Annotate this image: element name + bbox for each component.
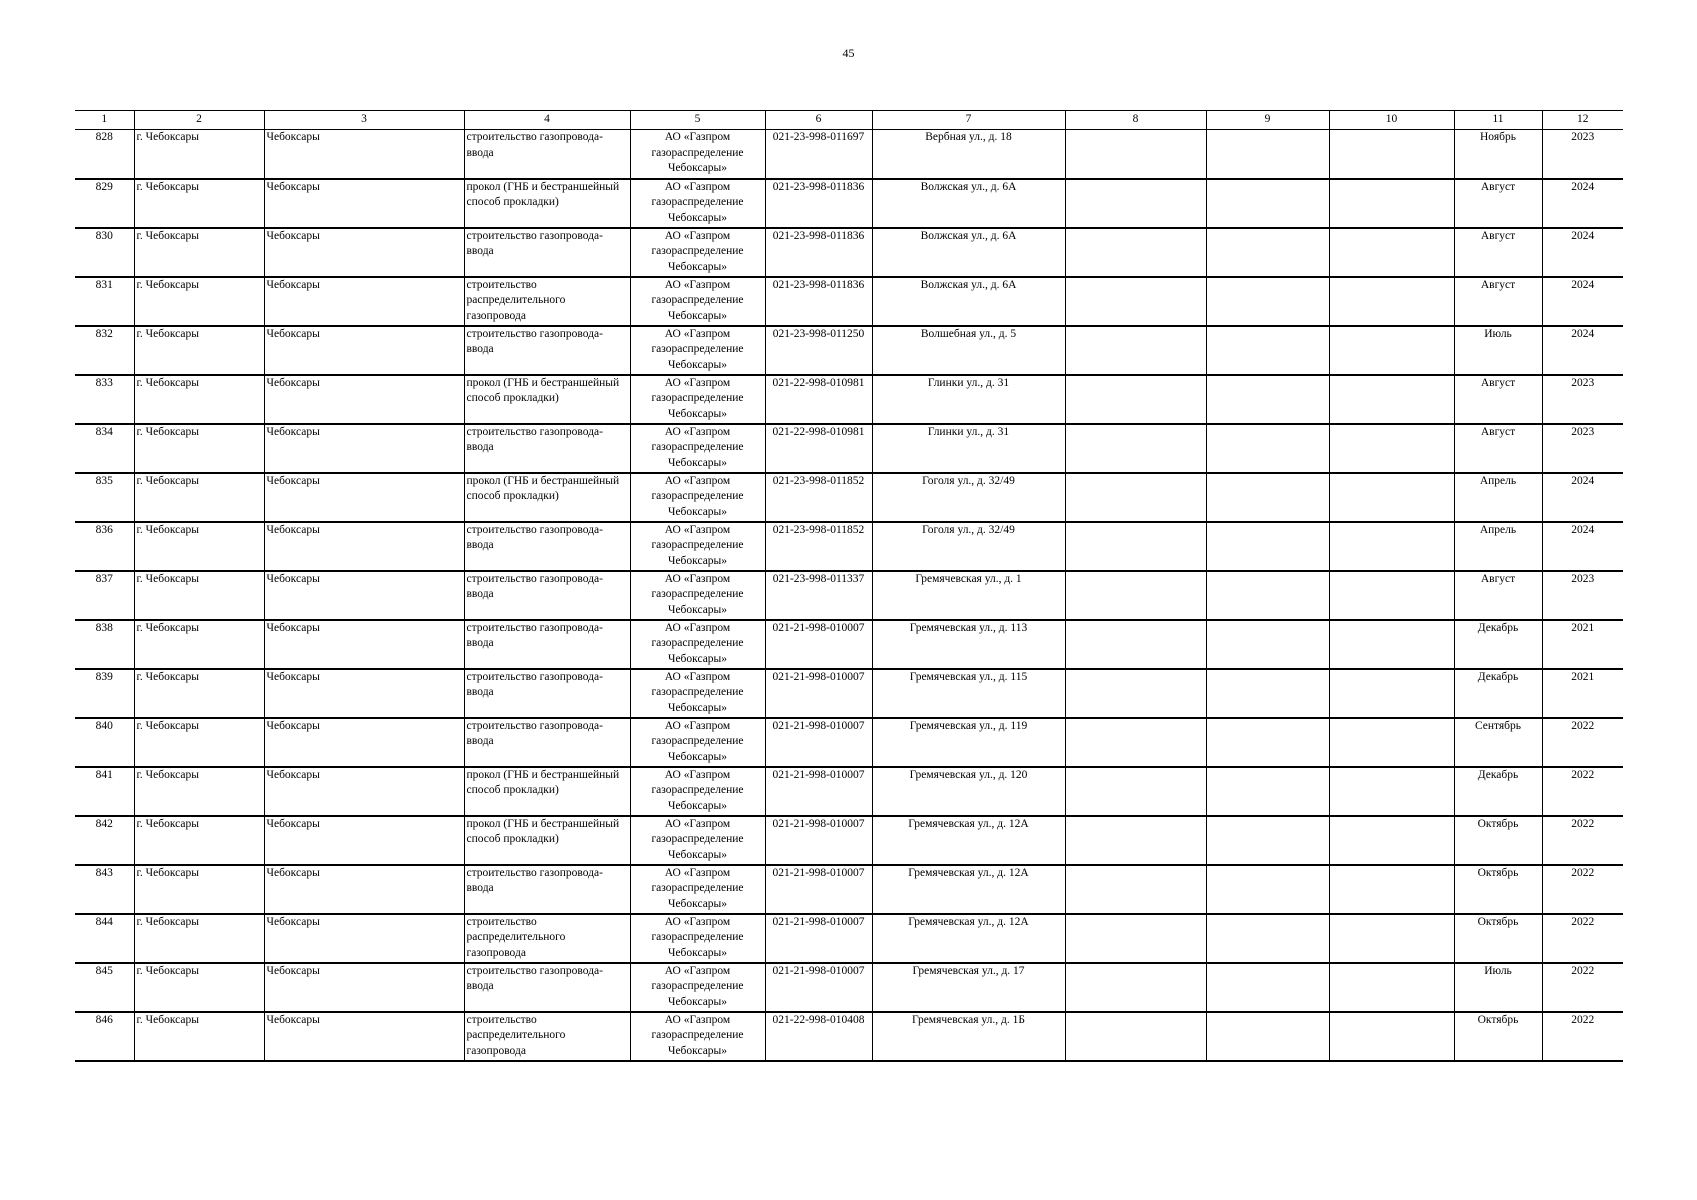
cell-year: 2021 <box>1542 669 1623 718</box>
cell-settlement: Чебоксары <box>264 767 464 816</box>
cell-settlement: Чебоксары <box>264 816 464 865</box>
cell-municipality: г. Чебоксары <box>134 473 264 522</box>
cell-settlement: Чебоксары <box>264 522 464 571</box>
cell-settlement: Чебоксары <box>264 620 464 669</box>
cell-column-9 <box>1206 767 1329 816</box>
cell-municipality: г. Чебоксары <box>134 277 264 326</box>
cell-row-number: 844 <box>75 914 134 963</box>
cell-column-8 <box>1065 620 1206 669</box>
cell-month: Сентябрь <box>1454 718 1542 767</box>
cell-row-number: 837 <box>75 571 134 620</box>
cell-work-type: строительство газопровода-ввода <box>464 424 630 473</box>
cell-year: 2024 <box>1542 179 1623 228</box>
cell-column-8 <box>1065 277 1206 326</box>
cell-address: Гремячевская ул., д. 1 <box>872 571 1065 620</box>
cell-municipality: г. Чебоксары <box>134 865 264 914</box>
table-row <box>75 1012 1623 1061</box>
cell-column-10 <box>1329 179 1454 228</box>
cell-month: Декабрь <box>1454 669 1542 718</box>
cell-registry-number: 021-21-998-010007 <box>765 865 872 914</box>
cell-column-9 <box>1206 718 1329 767</box>
table-row <box>75 473 1623 522</box>
cell-column-9 <box>1206 963 1329 1012</box>
cell-address: Гремячевская ул., д. 12А <box>872 914 1065 963</box>
cell-address: Волжская ул., д. 6А <box>872 277 1065 326</box>
cell-column-9 <box>1206 816 1329 865</box>
cell-registry-number: 021-23-998-011697 <box>765 130 872 179</box>
cell-organization: АО «Газпром газораспределение Чебоксары» <box>630 277 765 326</box>
column-header-9: 9 <box>1206 111 1329 130</box>
cell-municipality: г. Чебоксары <box>134 963 264 1012</box>
cell-column-10 <box>1329 865 1454 914</box>
cell-year: 2022 <box>1542 865 1623 914</box>
cell-column-10 <box>1329 326 1454 375</box>
cell-registry-number: 021-22-998-010408 <box>765 1012 872 1061</box>
table-row <box>75 767 1623 816</box>
table-row <box>75 130 1623 179</box>
cell-work-type: строительство газопровода-ввода <box>464 522 630 571</box>
cell-organization: АО «Газпром газораспределение Чебоксары» <box>630 669 765 718</box>
cell-month: Август <box>1454 424 1542 473</box>
cell-column-8 <box>1065 522 1206 571</box>
cell-year: 2023 <box>1542 375 1623 424</box>
cell-column-10 <box>1329 816 1454 865</box>
table-row <box>75 914 1623 963</box>
cell-column-9 <box>1206 228 1329 277</box>
cell-work-type: строительство газопровода-ввода <box>464 669 630 718</box>
cell-address: Волжская ул., д. 6А <box>872 179 1065 228</box>
cell-year: 2024 <box>1542 522 1623 571</box>
cell-row-number: 833 <box>75 375 134 424</box>
cell-settlement: Чебоксары <box>264 669 464 718</box>
cell-settlement: Чебоксары <box>264 326 464 375</box>
table-row <box>75 571 1623 620</box>
cell-settlement: Чебоксары <box>264 718 464 767</box>
cell-row-number: 841 <box>75 767 134 816</box>
page-number: 45 <box>842 46 855 60</box>
cell-column-9 <box>1206 179 1329 228</box>
cell-column-10 <box>1329 1012 1454 1061</box>
cell-work-type: строительство газопровода-ввода <box>464 130 630 179</box>
cell-registry-number: 021-23-998-011250 <box>765 326 872 375</box>
cell-settlement: Чебоксары <box>264 130 464 179</box>
cell-year: 2022 <box>1542 816 1623 865</box>
cell-year: 2024 <box>1542 277 1623 326</box>
column-number-row <box>75 111 1623 130</box>
cell-month: Апрель <box>1454 522 1542 571</box>
cell-month: Октябрь <box>1454 816 1542 865</box>
cell-address: Глинки ул., д. 31 <box>872 375 1065 424</box>
cell-column-9 <box>1206 473 1329 522</box>
cell-address: Гремячевская ул., д. 17 <box>872 963 1065 1012</box>
cell-column-10 <box>1329 473 1454 522</box>
cell-municipality: г. Чебоксары <box>134 179 264 228</box>
table-row <box>75 865 1623 914</box>
cell-column-8 <box>1065 179 1206 228</box>
cell-work-type: строительство распределительного газопровода <box>464 914 630 963</box>
table-row <box>75 424 1623 473</box>
cell-column-8 <box>1065 571 1206 620</box>
cell-column-10 <box>1329 914 1454 963</box>
cell-address: Вербная ул., д. 18 <box>872 130 1065 179</box>
cell-registry-number: 021-22-998-010981 <box>765 375 872 424</box>
cell-year: 2022 <box>1542 1012 1623 1061</box>
table-row <box>75 963 1623 1012</box>
cell-column-10 <box>1329 424 1454 473</box>
cell-municipality: г. Чебоксары <box>134 718 264 767</box>
cell-registry-number: 021-23-998-011852 <box>765 473 872 522</box>
cell-column-9 <box>1206 865 1329 914</box>
cell-municipality: г. Чебоксары <box>134 522 264 571</box>
cell-settlement: Чебоксары <box>264 963 464 1012</box>
cell-row-number: 828 <box>75 130 134 179</box>
cell-row-number: 843 <box>75 865 134 914</box>
cell-registry-number: 021-21-998-010007 <box>765 718 872 767</box>
cell-registry-number: 021-23-998-011836 <box>765 228 872 277</box>
cell-municipality: г. Чебоксары <box>134 816 264 865</box>
cell-registry-number: 021-23-998-011337 <box>765 571 872 620</box>
cell-work-type: строительство газопровода-ввода <box>464 571 630 620</box>
cell-organization: АО «Газпром газораспределение Чебоксары» <box>630 620 765 669</box>
cell-column-8 <box>1065 130 1206 179</box>
cell-year: 2023 <box>1542 130 1623 179</box>
column-header-2: 2 <box>134 111 264 130</box>
table-row <box>75 522 1623 571</box>
column-header-10: 10 <box>1329 111 1454 130</box>
cell-address: Гремячевская ул., д. 115 <box>872 669 1065 718</box>
cell-month: Август <box>1454 228 1542 277</box>
cell-year: 2023 <box>1542 571 1623 620</box>
cell-work-type: строительство газопровода-ввода <box>464 326 630 375</box>
table-row <box>75 718 1623 767</box>
cell-year: 2024 <box>1542 228 1623 277</box>
cell-column-8 <box>1065 228 1206 277</box>
cell-column-8 <box>1065 326 1206 375</box>
cell-settlement: Чебоксары <box>264 473 464 522</box>
cell-column-10 <box>1329 228 1454 277</box>
table-row <box>75 228 1623 277</box>
cell-column-9 <box>1206 130 1329 179</box>
cell-column-10 <box>1329 277 1454 326</box>
table-row <box>75 375 1623 424</box>
table-row <box>75 816 1623 865</box>
cell-organization: АО «Газпром газораспределение Чебоксары» <box>630 375 765 424</box>
cell-registry-number: 021-21-998-010007 <box>765 914 872 963</box>
cell-month: Октябрь <box>1454 865 1542 914</box>
cell-column-9 <box>1206 571 1329 620</box>
cell-row-number: 846 <box>75 1012 134 1061</box>
cell-column-9 <box>1206 1012 1329 1061</box>
cell-municipality: г. Чебоксары <box>134 620 264 669</box>
cell-municipality: г. Чебоксары <box>134 1012 264 1061</box>
cell-address: Гремячевская ул., д. 119 <box>872 718 1065 767</box>
cell-column-8 <box>1065 914 1206 963</box>
cell-registry-number: 021-21-998-010007 <box>765 767 872 816</box>
cell-work-type: прокол (ГНБ и бестраншейный способ прокладки) <box>464 375 630 424</box>
cell-address: Гремячевская ул., д. 1Б <box>872 1012 1065 1061</box>
cell-organization: АО «Газпром газораспределение Чебоксары» <box>630 865 765 914</box>
cell-organization: АО «Газпром газораспределение Чебоксары» <box>630 130 765 179</box>
cell-organization: АО «Газпром газораспределение Чебоксары» <box>630 963 765 1012</box>
cell-year: 2024 <box>1542 326 1623 375</box>
cell-month: Ноябрь <box>1454 130 1542 179</box>
cell-settlement: Чебоксары <box>264 424 464 473</box>
cell-column-8 <box>1065 816 1206 865</box>
cell-column-9 <box>1206 522 1329 571</box>
cell-row-number: 839 <box>75 669 134 718</box>
cell-column-9 <box>1206 277 1329 326</box>
cell-organization: АО «Газпром газораспределение Чебоксары» <box>630 179 765 228</box>
table-row <box>75 179 1623 228</box>
cell-municipality: г. Чебоксары <box>134 326 264 375</box>
cell-registry-number: 021-21-998-010007 <box>765 620 872 669</box>
cell-organization: АО «Газпром газораспределение Чебоксары» <box>630 718 765 767</box>
cell-column-9 <box>1206 424 1329 473</box>
cell-work-type: строительство газопровода-ввода <box>464 620 630 669</box>
cell-column-10 <box>1329 620 1454 669</box>
cell-column-8 <box>1065 669 1206 718</box>
cell-organization: АО «Газпром газораспределение Чебоксары» <box>630 326 765 375</box>
cell-month: Август <box>1454 277 1542 326</box>
cell-registry-number: 021-21-998-010007 <box>765 816 872 865</box>
cell-address: Гоголя ул., д. 32/49 <box>872 473 1065 522</box>
cell-row-number: 838 <box>75 620 134 669</box>
cell-registry-number: 021-21-998-010007 <box>765 963 872 1012</box>
cell-work-type: строительство газопровода-ввода <box>464 718 630 767</box>
cell-year: 2023 <box>1542 424 1623 473</box>
cell-row-number: 830 <box>75 228 134 277</box>
cell-settlement: Чебоксары <box>264 375 464 424</box>
column-header-12: 12 <box>1542 111 1623 130</box>
cell-month: Август <box>1454 571 1542 620</box>
cell-column-8 <box>1065 767 1206 816</box>
column-header-8: 8 <box>1065 111 1206 130</box>
cell-row-number: 834 <box>75 424 134 473</box>
cell-registry-number: 021-21-998-010007 <box>765 669 872 718</box>
cell-municipality: г. Чебоксары <box>134 571 264 620</box>
cell-column-10 <box>1329 669 1454 718</box>
cell-column-10 <box>1329 375 1454 424</box>
cell-address: Волжская ул., д. 6А <box>872 228 1065 277</box>
column-header-3: 3 <box>264 111 464 130</box>
column-header-7: 7 <box>872 111 1065 130</box>
cell-column-8 <box>1065 963 1206 1012</box>
cell-row-number: 831 <box>75 277 134 326</box>
cell-month: Июль <box>1454 326 1542 375</box>
register-table <box>75 110 1623 1062</box>
cell-organization: АО «Газпром газораспределение Чебоксары» <box>630 1012 765 1061</box>
cell-organization: АО «Газпром газораспределение Чебоксары» <box>630 228 765 277</box>
cell-month: Август <box>1454 179 1542 228</box>
table-row <box>75 277 1623 326</box>
cell-column-10 <box>1329 963 1454 1012</box>
cell-work-type: строительство газопровода-ввода <box>464 963 630 1012</box>
cell-address: Гремячевская ул., д. 120 <box>872 767 1065 816</box>
cell-work-type: строительство газопровода-ввода <box>464 228 630 277</box>
cell-row-number: 832 <box>75 326 134 375</box>
cell-settlement: Чебоксары <box>264 865 464 914</box>
cell-year: 2022 <box>1542 963 1623 1012</box>
cell-address: Гоголя ул., д. 32/49 <box>872 522 1065 571</box>
cell-column-8 <box>1065 1012 1206 1061</box>
cell-registry-number: 021-23-998-011836 <box>765 277 872 326</box>
cell-organization: АО «Газпром газораспределение Чебоксары» <box>630 914 765 963</box>
cell-address: Гремячевская ул., д. 113 <box>872 620 1065 669</box>
cell-work-type: прокол (ГНБ и бестраншейный способ прокладки) <box>464 179 630 228</box>
cell-settlement: Чебоксары <box>264 571 464 620</box>
cell-organization: АО «Газпром газораспределение Чебоксары» <box>630 571 765 620</box>
cell-month: Апрель <box>1454 473 1542 522</box>
cell-settlement: Чебоксары <box>264 277 464 326</box>
cell-column-8 <box>1065 718 1206 767</box>
cell-row-number: 840 <box>75 718 134 767</box>
cell-registry-number: 021-23-998-011852 <box>765 522 872 571</box>
cell-municipality: г. Чебоксары <box>134 375 264 424</box>
cell-year: 2022 <box>1542 718 1623 767</box>
cell-year: 2021 <box>1542 620 1623 669</box>
table-body <box>75 130 1623 1061</box>
cell-settlement: Чебоксары <box>264 179 464 228</box>
cell-address: Волшебная ул., д. 5 <box>872 326 1065 375</box>
cell-municipality: г. Чебоксары <box>134 767 264 816</box>
cell-work-type: строительство распределительного газопровода <box>464 1012 630 1061</box>
cell-address: Глинки ул., д. 31 <box>872 424 1065 473</box>
cell-row-number: 836 <box>75 522 134 571</box>
column-header-1: 1 <box>75 111 134 130</box>
cell-municipality: г. Чебоксары <box>134 424 264 473</box>
cell-settlement: Чебоксары <box>264 228 464 277</box>
cell-month: Август <box>1454 375 1542 424</box>
cell-month: Декабрь <box>1454 767 1542 816</box>
cell-column-9 <box>1206 326 1329 375</box>
cell-row-number: 842 <box>75 816 134 865</box>
table-row <box>75 669 1623 718</box>
cell-column-10 <box>1329 718 1454 767</box>
cell-column-8 <box>1065 473 1206 522</box>
cell-month: Июль <box>1454 963 1542 1012</box>
cell-municipality: г. Чебоксары <box>134 130 264 179</box>
cell-row-number: 835 <box>75 473 134 522</box>
cell-organization: АО «Газпром газораспределение Чебоксары» <box>630 816 765 865</box>
cell-column-8 <box>1065 865 1206 914</box>
column-header-5: 5 <box>630 111 765 130</box>
cell-row-number: 845 <box>75 963 134 1012</box>
cell-work-type: прокол (ГНБ и бестраншейный способ прокладки) <box>464 767 630 816</box>
cell-year: 2022 <box>1542 767 1623 816</box>
cell-municipality: г. Чебоксары <box>134 669 264 718</box>
cell-year: 2024 <box>1542 473 1623 522</box>
cell-column-10 <box>1329 767 1454 816</box>
cell-address: Гремячевская ул., д. 12А <box>872 816 1065 865</box>
cell-municipality: г. Чебоксары <box>134 914 264 963</box>
cell-registry-number: 021-22-998-010981 <box>765 424 872 473</box>
cell-column-10 <box>1329 130 1454 179</box>
cell-registry-number: 021-23-998-011836 <box>765 179 872 228</box>
cell-month: Октябрь <box>1454 1012 1542 1061</box>
cell-organization: АО «Газпром газораспределение Чебоксары» <box>630 522 765 571</box>
table-row <box>75 620 1623 669</box>
column-header-6: 6 <box>765 111 872 130</box>
cell-work-type: строительство газопровода-ввода <box>464 865 630 914</box>
cell-organization: АО «Газпром газораспределение Чебоксары» <box>630 473 765 522</box>
cell-settlement: Чебоксары <box>264 1012 464 1061</box>
cell-settlement: Чебоксары <box>264 914 464 963</box>
cell-column-9 <box>1206 669 1329 718</box>
cell-column-10 <box>1329 571 1454 620</box>
cell-column-9 <box>1206 375 1329 424</box>
cell-column-9 <box>1206 620 1329 669</box>
cell-row-number: 829 <box>75 179 134 228</box>
cell-address: Гремячевская ул., д. 12А <box>872 865 1065 914</box>
cell-municipality: г. Чебоксары <box>134 228 264 277</box>
cell-work-type: прокол (ГНБ и бестраншейный способ прокладки) <box>464 816 630 865</box>
column-header-11: 11 <box>1454 111 1542 130</box>
cell-month: Декабрь <box>1454 620 1542 669</box>
cell-column-8 <box>1065 375 1206 424</box>
cell-column-9 <box>1206 914 1329 963</box>
cell-organization: АО «Газпром газораспределение Чебоксары» <box>630 767 765 816</box>
cell-year: 2022 <box>1542 914 1623 963</box>
cell-work-type: прокол (ГНБ и бестраншейный способ прокладки) <box>464 473 630 522</box>
cell-work-type: строительство распределительного газопровода <box>464 277 630 326</box>
cell-column-10 <box>1329 522 1454 571</box>
cell-month: Октябрь <box>1454 914 1542 963</box>
cell-column-8 <box>1065 424 1206 473</box>
table-row <box>75 326 1623 375</box>
column-header-4: 4 <box>464 111 630 130</box>
cell-organization: АО «Газпром газораспределение Чебоксары» <box>630 424 765 473</box>
